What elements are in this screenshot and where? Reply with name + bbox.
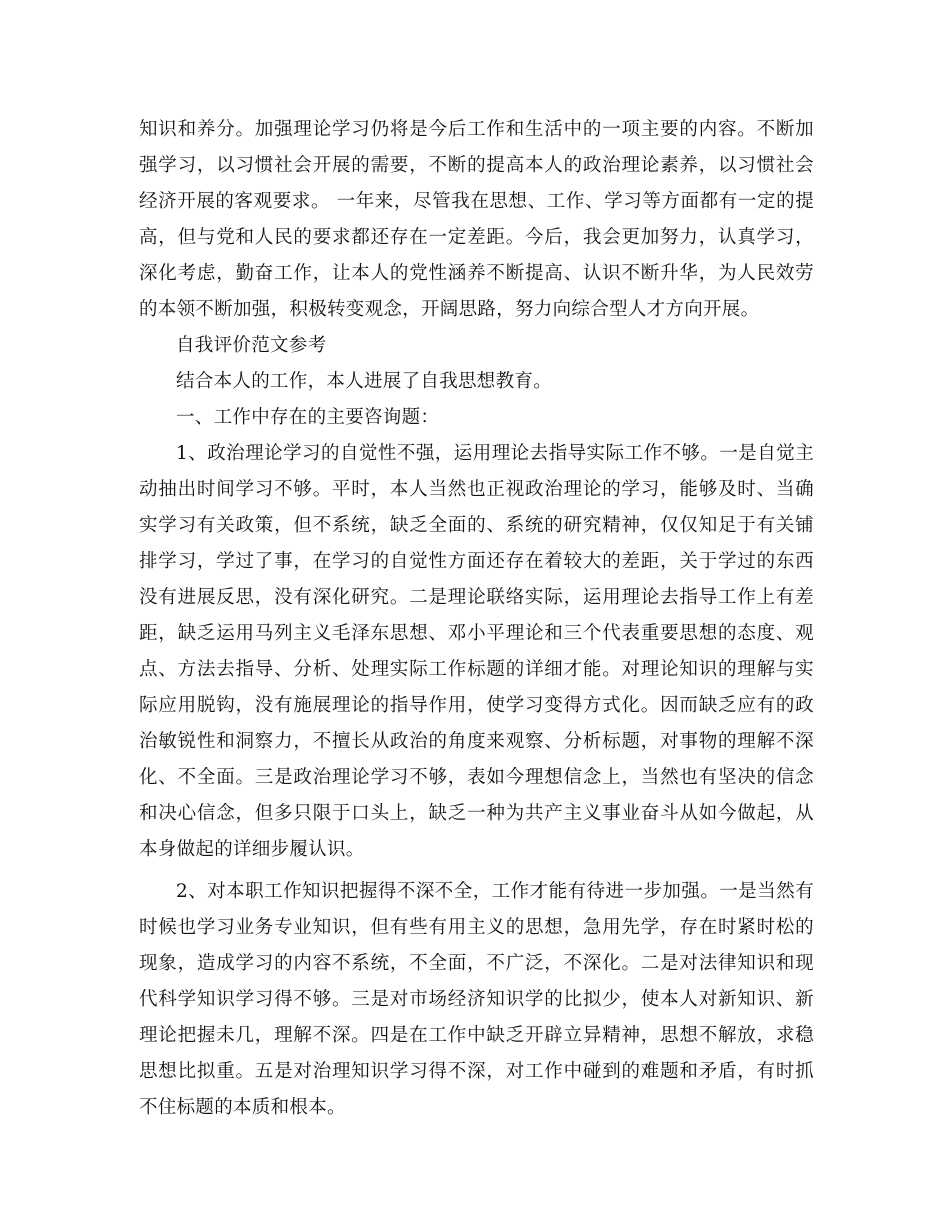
subsection-heading: 一、工作中存在的主要咨询题： bbox=[176, 407, 440, 428]
section-heading: 自我评价范文参考 bbox=[176, 335, 327, 356]
paragraph-point-2: 2、对本职工作知识把握得不深不全，工作才能有待进一步加强。一是当然有时候也学习业务专业知识，但有些有用主义的思想，急用先学，存在时紧时松的现象，造成学习的内容不系统，不全面，不广泛，不深化。二是对法律知识和现代科学知识学习得不够。三是对市场经济知识学的比拟少，使本人对新知识、新理论把握未几，理解不深。四是在工作中缺乏开辟立异精神，思想不解放，求稳思想比拟重。五是对治理知识学习得不深，对工作中碰到的难题和矛盾，有时抓不住标题的本质和根本。 bbox=[139, 881, 814, 1118]
paragraph-point-1: 1、政治理论学习的自觉性不强，运用理论去指导实际工作不够。一是自觉主动抽出时间学习不够。平时，本人当然也正视政治理论的学习，能够及时、当确实学习有关政策，但不系统，缺乏全面的、系统的研究精神，仅仅知足于有关铺排学习，学过了事，在学习的自觉性方面还存在着较大的差距，关于学过的东西没有进展反思，没有深化研究。二是理论联络实际，运用理论去指导工作上有差距，缺乏运用马列主义毛泽东思想、邓小平理论和三个代表重要思想的态度、观点、方法去指导、分析、处理实际工作标题的详细才能。对理论知识的理解与实际应用脱钩，没有施展理论的指导作用，使学习变得方式化。因而缺乏应有的政治敏锐性和洞察力，不擅长从政治的角度来观察、分析标题，对事物的理解不深化、不全面。三是政治理论学习不够，表如今理想信念上，当然也有坚决的信念和决心信念，但多只限于口头上，缺乏一种为共产主义事业奋斗从如今做起，从本身做起的详细步履认识。 bbox=[139, 443, 814, 860]
paragraph-intro: 结合本人的工作，本人进展了自我思想教育。 bbox=[176, 371, 553, 392]
document-body bbox=[139, 112, 814, 1126]
paragraph-continuation: 知识和养分。加强理论学习仍将是今后工作和生活中的一项主要的内容。不断加强学习，以习惯社会开展的需要，不断的提高本人的政治理论素养，以习惯社会经济开展的客观要求。 一年来，尽管我在思想、工作、学习等方面都有一定的提高，但与党和人民的要求都还存在一定差距。今后，我会更加努力，认真学习，深化考虑，勤奋工作，让本人的党性涵养不断提高、认识不断升华，为人民效劳的本领不断加强，积极转变观念，开阔思路，努力向综合型人才方向开展。 bbox=[139, 119, 814, 320]
